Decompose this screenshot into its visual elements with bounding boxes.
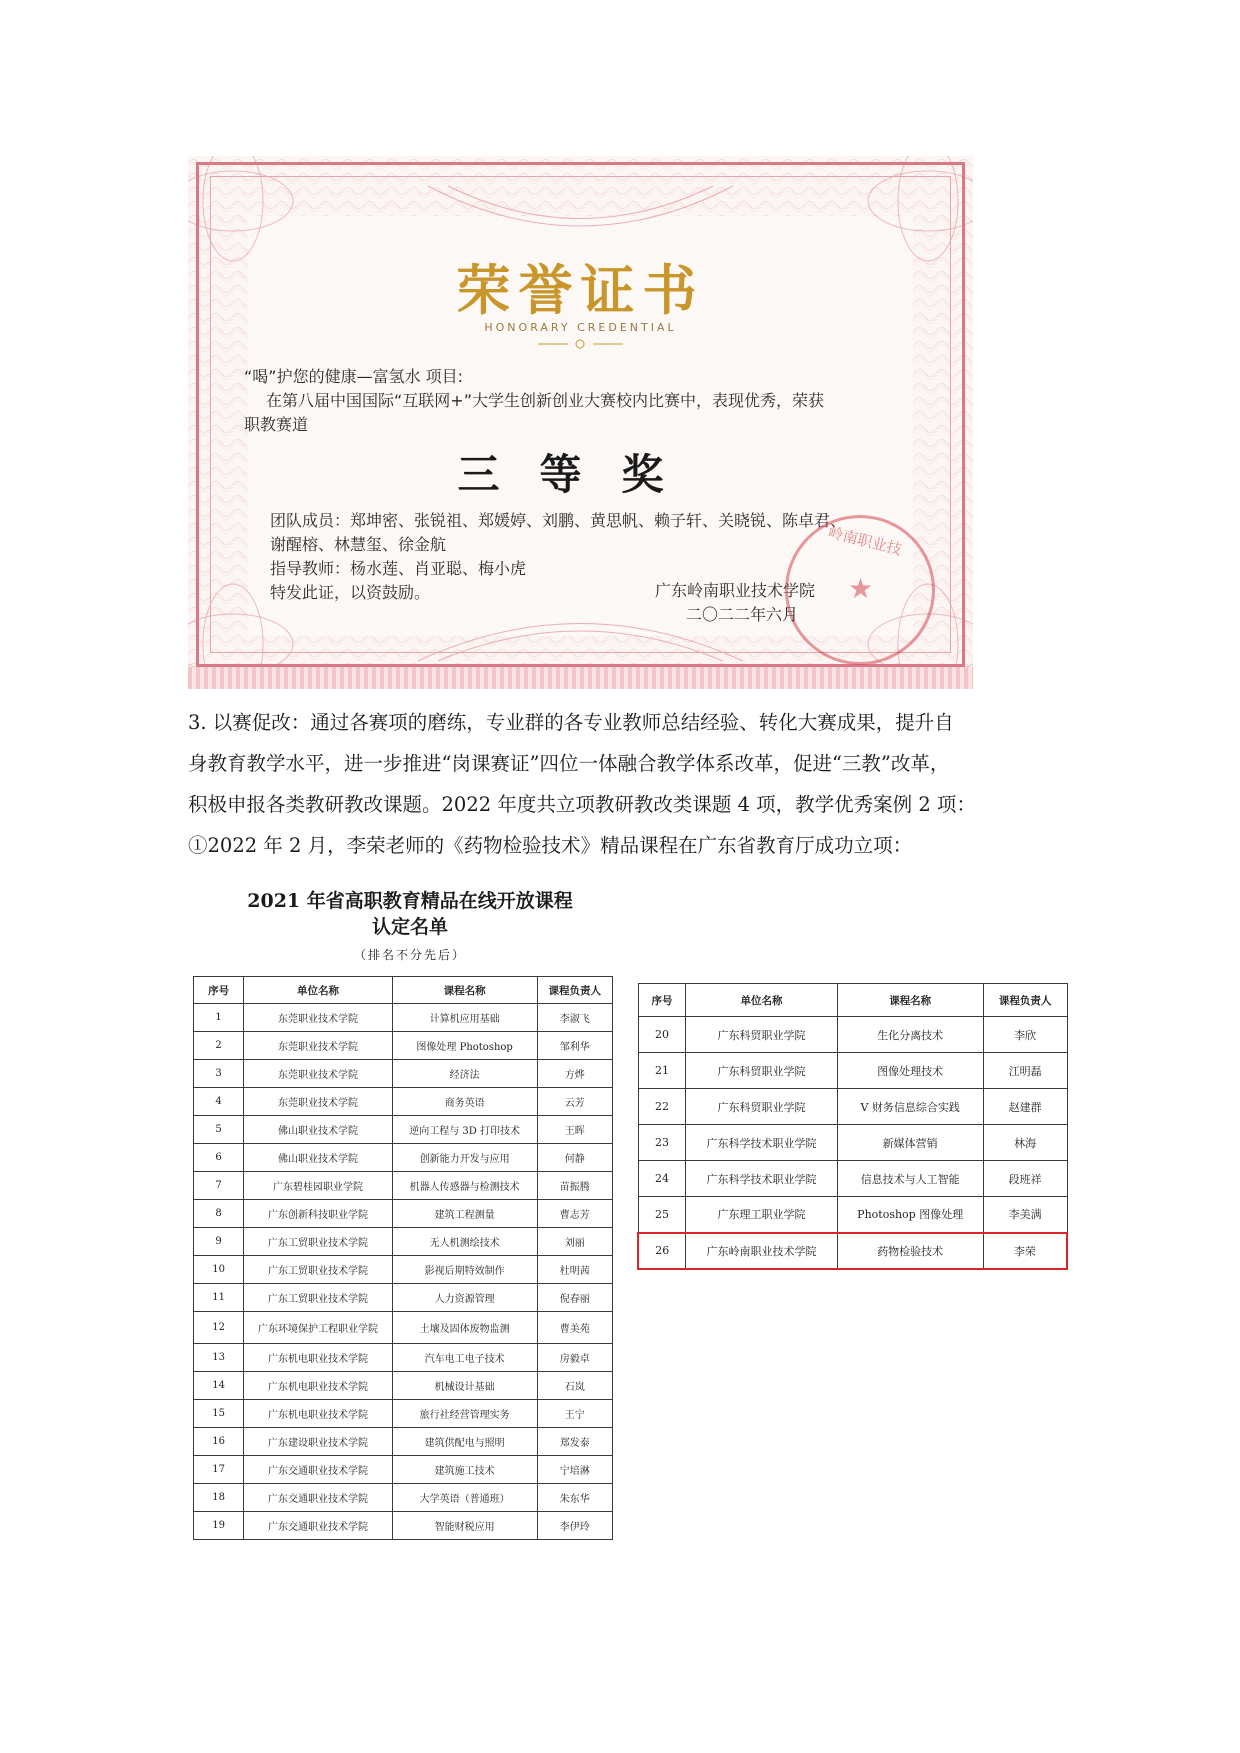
cell-no: 1 [194, 1004, 244, 1032]
cell-unit: 广东环境保护工程职业学院 [244, 1312, 393, 1344]
table-row [194, 1456, 613, 1484]
cell-course: 生化分离技术 [837, 1017, 983, 1053]
cell-no: 16 [194, 1428, 244, 1456]
table-row [638, 1161, 1067, 1197]
cell-course: 建筑施工技术 [392, 1456, 537, 1484]
table-row [638, 1125, 1067, 1161]
cell-course: 商务英语 [392, 1088, 537, 1116]
cell-lead: 段班祥 [983, 1161, 1067, 1197]
cell-course: 汽车电工电子技术 [392, 1344, 537, 1372]
cell-course: 影视后期特效制作 [392, 1256, 537, 1284]
certificate-body-line2: 职教赛道 [244, 415, 309, 434]
table-row [194, 1200, 613, 1228]
cell-lead: 朱东华 [537, 1484, 613, 1512]
cell-lead: 倪春丽 [537, 1284, 613, 1312]
cell-unit: 广东交通职业技术学院 [244, 1484, 393, 1512]
cell-unit: 广东机电职业技术学院 [244, 1344, 393, 1372]
table-row [194, 1004, 613, 1032]
cell-unit: 广东创新科技职业学院 [244, 1200, 393, 1228]
paragraph-line: ①2022 年 2 月，李荣老师的《药物检验技术》精品课程在广东省教育厅成功立项： [188, 834, 913, 857]
cell-unit: 东莞职业技术学院 [244, 1032, 393, 1060]
cell-course: 大学英语（普通班） [392, 1484, 537, 1512]
cell-course: 旅行社经营管理实务 [392, 1400, 537, 1428]
table-row [194, 1372, 613, 1400]
cell-lead: 李伊玲 [537, 1512, 613, 1540]
cell-unit: 广东碧桂园职业学院 [244, 1172, 393, 1200]
header-lead: 课程负责人 [983, 984, 1067, 1017]
cell-lead: 王晖 [537, 1116, 613, 1144]
table-row [638, 1233, 1067, 1269]
table-row [194, 1484, 613, 1512]
certificate-team-line2: 谢醒榕、林慧玺、徐金航 [270, 535, 447, 554]
cell-lead: 李荣 [983, 1233, 1067, 1269]
table-row [194, 1400, 613, 1428]
cell-lead: 郑发泰 [537, 1428, 613, 1456]
table-row [638, 1017, 1067, 1053]
cell-course: 图像处理 Photoshop [392, 1032, 537, 1060]
body-paragraph [188, 702, 1058, 866]
cell-lead: 江明磊 [983, 1053, 1067, 1089]
header-course: 课程名称 [392, 977, 537, 1004]
cell-no: 12 [194, 1312, 244, 1344]
table-header-row [638, 984, 1067, 1017]
cell-no: 11 [194, 1284, 244, 1312]
cell-unit: 广东岭南职业技术学院 [686, 1233, 837, 1269]
table-row [194, 1312, 613, 1344]
cell-unit: 广东科贸职业学院 [686, 1089, 837, 1125]
cell-lead: 曹志芳 [537, 1200, 613, 1228]
paragraph-line: 3. 以赛促改：通过各赛项的磨练，专业群的各专业教师总结经验、转化大赛成果，提升自 [188, 711, 954, 734]
table-row [194, 1256, 613, 1284]
cell-lead: 何静 [537, 1144, 613, 1172]
cell-course: 逆向工程与 3D 打印技术 [392, 1116, 537, 1144]
table-row [638, 1197, 1067, 1233]
cell-course: 图像处理技术 [837, 1053, 983, 1089]
paragraph-line: 身教育教学水平，进一步推进“岗课赛证”四位一体融合教学体系改革，促进“三教”改革， [188, 752, 950, 775]
cell-no: 20 [638, 1017, 686, 1053]
cell-no: 3 [194, 1060, 244, 1088]
cell-lead: 王宁 [537, 1400, 613, 1428]
cell-no: 13 [194, 1344, 244, 1372]
table-row [194, 1144, 613, 1172]
cell-course: 土壤及固体废物监测 [392, 1312, 537, 1344]
cell-course: 建筑工程测量 [392, 1200, 537, 1228]
cell-lead: 邹利华 [537, 1032, 613, 1060]
cell-unit: 广东科学技术职业学院 [686, 1161, 837, 1197]
cell-unit: 东莞职业技术学院 [244, 1088, 393, 1116]
cell-lead: 云芳 [537, 1088, 613, 1116]
cell-lead: 石岚 [537, 1372, 613, 1400]
cell-lead: 李欣 [983, 1017, 1067, 1053]
cell-unit: 广东建设职业技术学院 [244, 1428, 393, 1456]
cell-course: 信息技术与人工智能 [837, 1161, 983, 1197]
cell-unit: 广东科学技术职业学院 [686, 1125, 837, 1161]
table-row [194, 1116, 613, 1144]
cell-course: 经济法 [392, 1060, 537, 1088]
header-unit: 单位名称 [244, 977, 393, 1004]
paragraph-line: 积极申报各类教研教改课题。2022 年度共立项教研教改类课题 4 项，教学优秀案例 2 项： [188, 793, 976, 816]
cell-lead: 李淑飞 [537, 1004, 613, 1032]
table-row [194, 1172, 613, 1200]
cell-no: 2 [194, 1032, 244, 1060]
cell-course: 创新能力开发与应用 [392, 1144, 537, 1172]
cell-no: 22 [638, 1089, 686, 1125]
cell-unit: 佛山职业技术学院 [244, 1116, 393, 1144]
cell-unit: 东莞职业技术学院 [244, 1004, 393, 1032]
table-row [194, 1060, 613, 1088]
certificate-team-line1: 团队成员：郑坤密、张锐祖、郑媛婷、刘鹏、黄思帆、赖子轩、关晓锐、陈卓君、 [270, 511, 847, 530]
cell-lead: 房毅卓 [537, 1344, 613, 1372]
cell-unit: 广东机电职业技术学院 [244, 1372, 393, 1400]
cell-unit: 广东机电职业技术学院 [244, 1400, 393, 1428]
cell-lead: 苗振腾 [537, 1172, 613, 1200]
cell-no: 8 [194, 1200, 244, 1228]
cell-unit: 广东交通职业技术学院 [244, 1456, 393, 1484]
cell-lead: 林海 [983, 1125, 1067, 1161]
cell-no: 23 [638, 1125, 686, 1161]
cell-unit: 广东科贸职业学院 [686, 1053, 837, 1089]
cell-no: 15 [194, 1400, 244, 1428]
course-table-right [637, 983, 1068, 1270]
cell-no: 18 [194, 1484, 244, 1512]
certificate-closing: 特发此证，以资鼓励。 [270, 583, 431, 602]
cell-lead: 曹美苑 [537, 1312, 613, 1344]
cell-unit: 广东科贸职业学院 [686, 1017, 837, 1053]
cell-course: 药物检验技术 [837, 1233, 983, 1269]
table-row [194, 1284, 613, 1312]
course-list-note: （排名不分先后） [353, 948, 466, 962]
header-no: 序号 [194, 977, 244, 1004]
cell-lead: 李美满 [983, 1197, 1067, 1233]
cell-course: 机械设计基础 [392, 1372, 537, 1400]
certificate-date: 二〇二二年六月 [686, 605, 799, 624]
header-course: 课程名称 [837, 984, 983, 1017]
cell-no: 21 [638, 1053, 686, 1089]
cell-no: 4 [194, 1088, 244, 1116]
cell-lead: 杜明茜 [537, 1256, 613, 1284]
seal-star-icon: ★ [848, 572, 874, 605]
certificate-award: 三等奖 [457, 450, 704, 499]
course-list-title [190, 888, 630, 940]
table-row [194, 1512, 613, 1540]
certificate-subtitle: HONORARY CREDENTIAL [484, 321, 677, 334]
table-row [194, 1088, 613, 1116]
cell-no: 24 [638, 1161, 686, 1197]
table-row [194, 1032, 613, 1060]
header-no: 序号 [638, 984, 686, 1017]
table-row [194, 1428, 613, 1456]
cell-no: 26 [638, 1233, 686, 1269]
cell-course: Photoshop 图像处理 [837, 1197, 983, 1233]
cell-course: 新媒体营销 [837, 1125, 983, 1161]
table-row [194, 1228, 613, 1256]
table-row [638, 1089, 1067, 1125]
official-seal-text: 岭南职业技 [826, 523, 904, 559]
certificate-bottom-band [188, 667, 973, 689]
table-header-row [194, 977, 613, 1004]
cell-lead: 宁培淋 [537, 1456, 613, 1484]
cell-no: 5 [194, 1116, 244, 1144]
cell-unit: 佛山职业技术学院 [244, 1144, 393, 1172]
cell-no: 17 [194, 1456, 244, 1484]
honor-certificate-image [188, 156, 973, 689]
header-lead: 课程负责人 [537, 977, 613, 1004]
cell-lead: 赵建群 [983, 1089, 1067, 1125]
cell-lead: 方烨 [537, 1060, 613, 1088]
cell-no: 10 [194, 1256, 244, 1284]
cell-no: 9 [194, 1228, 244, 1256]
cell-no: 19 [194, 1512, 244, 1540]
cell-lead: 刘丽 [537, 1228, 613, 1256]
cell-unit: 广东工贸职业技术学院 [244, 1284, 393, 1312]
cell-unit: 广东理工职业学院 [686, 1197, 837, 1233]
cell-no: 6 [194, 1144, 244, 1172]
certificate-issuer: 广东岭南职业技术学院 [655, 581, 816, 600]
course-list-title-line1: 2021 年省高职教育精品在线开放课程 [247, 890, 573, 912]
cell-course: 建筑供配电与照明 [392, 1428, 537, 1456]
cell-unit: 广东交通职业技术学院 [244, 1512, 393, 1540]
cell-course: V 财务信息综合实践 [837, 1089, 983, 1125]
cell-unit: 广东工贸职业技术学院 [244, 1228, 393, 1256]
course-table-left [193, 976, 613, 1540]
certificate-title: 荣誉证书 [456, 259, 705, 322]
cell-no: 7 [194, 1172, 244, 1200]
cell-no: 14 [194, 1372, 244, 1400]
cell-course: 计算机应用基础 [392, 1004, 537, 1032]
cell-course: 无人机测绘技术 [392, 1228, 537, 1256]
table-row [638, 1053, 1067, 1089]
certificate-body-line1: 在第八届中国国际“互联网+”大学生创新创业大赛校内比赛中，表现优秀，荣获 [266, 391, 824, 410]
cell-course: 智能财税应用 [392, 1512, 537, 1540]
cell-no: 25 [638, 1197, 686, 1233]
course-list-title-line2: 认定名单 [371, 916, 448, 938]
certificate-advisors: 指导教师：杨水莲、肖亚聪、梅小虎 [270, 559, 527, 578]
header-unit: 单位名称 [686, 984, 837, 1017]
cell-course: 机器人传感器与检测技术 [392, 1172, 537, 1200]
table-row [194, 1344, 613, 1372]
cell-unit: 东莞职业技术学院 [244, 1060, 393, 1088]
certificate-project-line: “喝”护您的健康—富氢水 项目: [244, 367, 464, 386]
cell-course: 人力资源管理 [392, 1284, 537, 1312]
cell-unit: 广东工贸职业技术学院 [244, 1256, 393, 1284]
